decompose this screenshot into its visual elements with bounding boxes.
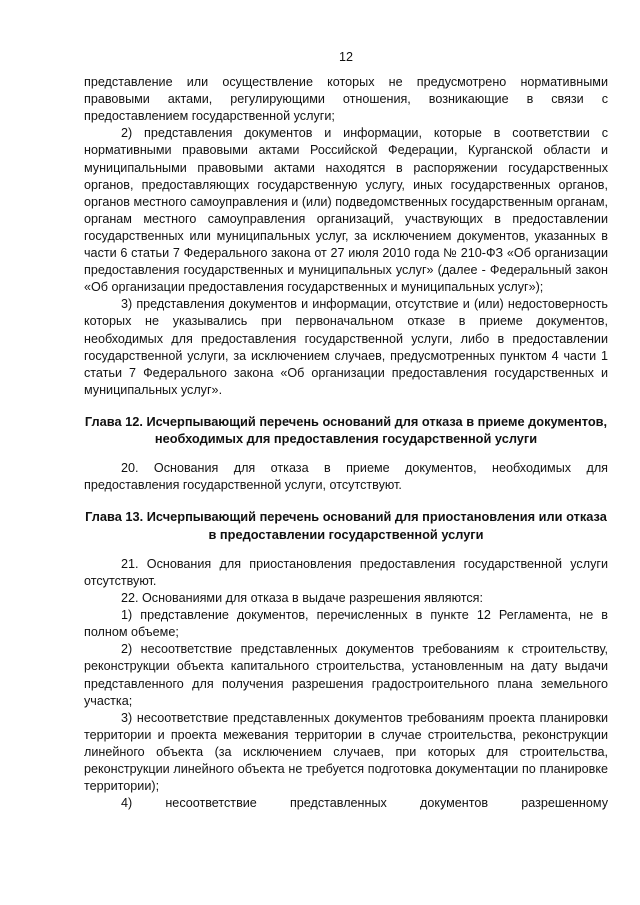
paragraph-item-3: 3) представления документов и информации, отсутствие и (или) недостоверность которых не указывались при первоначальном отказе в приеме документов, необходимых для предоставления государственной услуги, либо в предоставлении государственной услуги, за исключением случаев, предусмотренных пунктом 4 части 1 статьи 7 Федерального закона «Об организации предоставления государственных и муниципальных услуг». xyxy=(84,297,608,397)
paragraph-20: 20. Основания для отказа в приеме документов, необходимых для предоставления государственной услуги, отсутствуют. xyxy=(84,461,608,493)
paragraph-continuation: представление или осуществление которых не предусмотрено нормативными правовыми актами, регулирующими отношения, возникающие в связи с предоставлением государственной услуги; xyxy=(84,75,608,124)
chapter-12-heading: Глава 12. Исчерпывающий перечень оснований для отказа в приеме документов, необходимых для предоставления государственной услуги xyxy=(84,413,608,447)
document-page xyxy=(84,49,608,812)
paragraph-22-item-3: 3) несоответствие представленных документов требованиям проекта планировки территории и проекта межевания территории в случае строительства, реконструкции линейного объекта (за исключением случаев, при которых для строительства, реконструкции линейного объекта не требуется подготовка документации по планировке территории); xyxy=(84,710,608,794)
paragraph-21: 21. Основания для приостановления предоставления государственной услуги отсутствуют. xyxy=(84,556,608,588)
page-number: 12 xyxy=(338,50,353,64)
paragraph-22: 22. Основаниями для отказа в выдаче разрешения являются: xyxy=(121,591,483,606)
paragraph-22-item-4: 4) несоответствие представленных документов разрешенному xyxy=(121,796,608,811)
paragraph-22-item-1: 1) представление документов, перечисленных в пункте 12 Регламента, не в полном объеме; xyxy=(84,608,608,640)
chapter-13-heading: Глава 13. Исчерпывающий перечень оснований для приостановления или отказа в предоставлении государственной услуги xyxy=(85,509,607,542)
paragraph-22-item-2: 2) несоответствие представленных документов требованиям к строительству, реконструкции объекта капитального строительства, установленным на дату выдачи представленного для получения разрешения градостроительного плана земельного участка; xyxy=(84,642,608,708)
paragraph-item-2: 2) представления документов и информации, которые в соответствии с нормативными правовыми актами Российской Федерации, Курганской области и муниципальными правовыми актами находятся в распоряжении государственных органов, предоставляющих государственную услугу, иных государственных органов, органов местного самоуправления и (или) подведомственных государственным органам, органам местного самоуправления организаций, участвующих в предоставлении государственных или муниципальных услуг, за исключением документов, указанных в части 6 статьи 7 Федерального закона от 27 июля 2010 года № 210-ФЗ «Об организации предоставления государственных и муниципальных услуг» (далее - Федеральный закон «Об организации предоставления государственных и муниципальных услуг»); xyxy=(84,126,608,295)
